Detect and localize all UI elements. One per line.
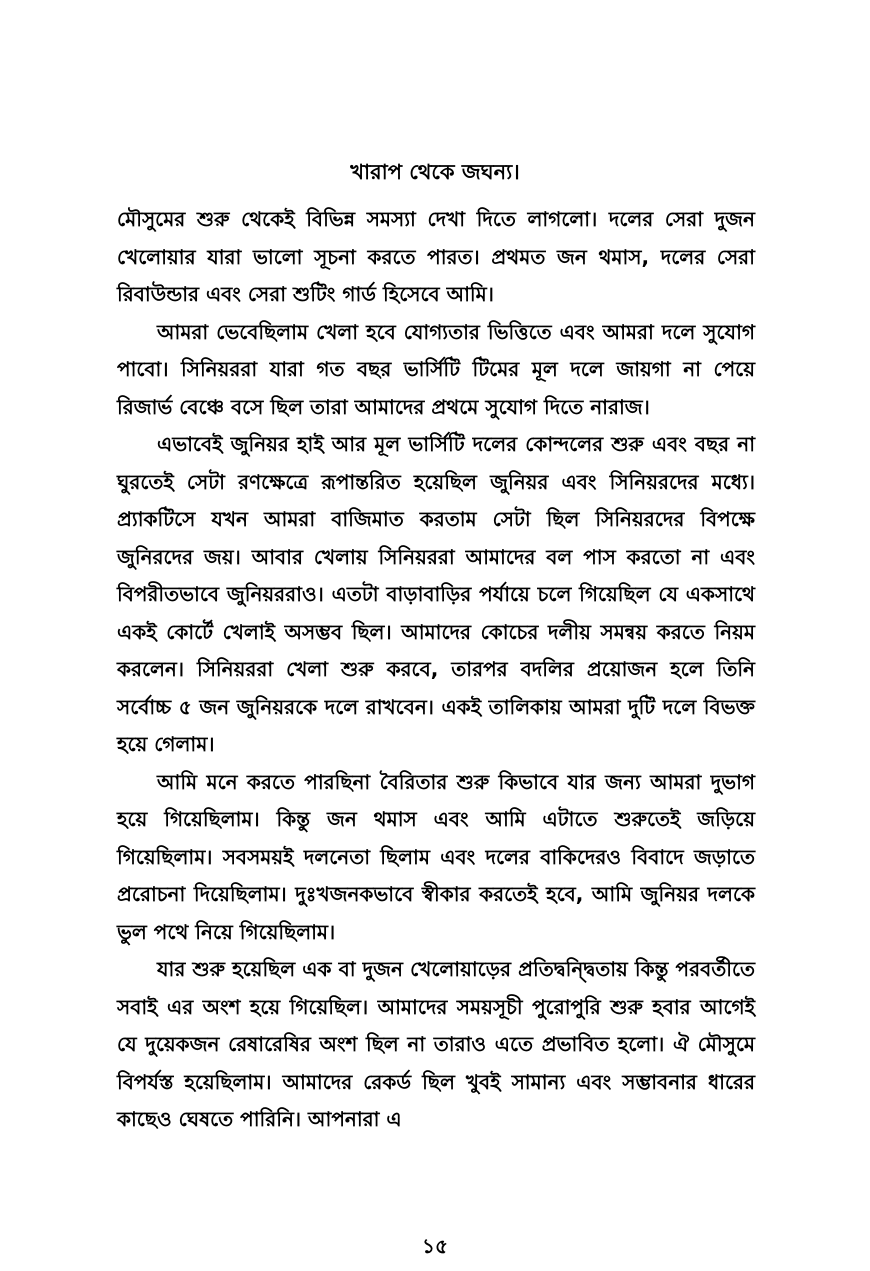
paragraph-2: আমরা ভেবেছিলাম খেলা হবে যোগ্যতার ভিত্তিতে এবং আমরা দলে সুযোগ পাবো। সিনিয়ররা যারা গত বছর ভার্সিটি টিমের মূল দলে জায়গা না পেয়ে রিজার্ভ বেঞ্চে বসে ছিল তারা আমাদের প্রথমে সুযোগ দিতে নারাজ।	[117, 319, 755, 419]
paragraph-1: মৌসুমের শুরু থেকেই বিভিন্ন সমস্যা দেখা দিতে লাগলো। দলের সেরা দুজন খেলোয়ার যারা ভালো সূচনা করতে পারত। প্রথমত জন থমাস, দলের সেরা রিবাউন্ডার এবং সেরা শুটিং গার্ড হিসেবে আমি।	[117, 207, 755, 306]
paragraph-4: আমি মনে করতে পারছিনা বৈরিতার শুরু কিভাবে যার জন্য আমরা দুভাগ হয়ে গিয়েছিলাম। কিন্তু জন থমাস এবং আমি এটাতে শুরুতেই জড়িয়ে গিয়েছিলাম। সবসময়ই দলনেতা ছিলাম এবং দলের বাকিদেরও বিবাদে জড়াতে প্ররোচনা দিয়েছিলাম। দুঃখজনকভাবে স্বীকার করতেই হবে, আমি জুনিয়র দলকে ভুল পথে নিয়ে গিয়েছিলাম।	[117, 769, 755, 944]
chapter-heading: খারাপ থেকে জঘন্য।	[350, 160, 520, 184]
paragraph-3: এভাবেই জুনিয়র হাই আর মূল ভার্সিটি দলের কোন্দলের শুরু এবং বছর না ঘুরতেই সেটা রণক্ষেত্রে রূপান্তরিত হয়েছিল জুনিয়র এবং সিনিয়রদের মধ্যে। প্র্যাকটিসে যখন আমরা বাজিমাত করতাম সেটা ছিল সিনিয়রদের বিপক্ষে জুনিরদের জয়। আবার খেলায় সিনিয়ররা আমাদের বল পাস করতো না এবং বিপরীতভাবে জুনিয়ররাও। এতটা বাড়াবাড়ির পর্যায়ে চলে গিয়েছিল যে একসাথে একই কোর্টে খেলাই অসম্ভব ছিল। আমাদের কোচের দলীয় সমন্বয় করতে নিয়ম করলেন। সিনিয়ররা খেলা শুরু করবে, তারপর বদলির প্রয়োজন হলে তিনি সর্বোচ্চ ৫ জন জুনিয়রকে দলে রাখবেন। একই তালিকায় আমরা দুটি দলে বিভক্ত হয়ে গেলাম।	[117, 432, 755, 756]
paragraph-5: যার শুরু হয়েছিল এক বা দুজন খেলোয়াড়ের প্রতিদ্বন্দ্বিতায় কিন্তু পরবর্তীতে সবাই এর অংশ হয়ে গিয়েছিল। আমাদের সময়সূচী পুরোপুরি শুরু হবার আগেই যে দুয়েকজন রেষারেষির অংশ ছিল না তারাও এতে প্রভাবিত হলো। ঐ মৌসুমে বিপর্যস্ত হয়েছিলাম। আমাদের রেকর্ড ছিল খুবই সামান্য এবং সম্ভাবনার ধারের কাছেও ঘেষতে পারিনি। আপনারা এ	[117, 957, 755, 1131]
body-text	[117, 201, 755, 1139]
page-number: ১৫	[422, 1234, 448, 1258]
